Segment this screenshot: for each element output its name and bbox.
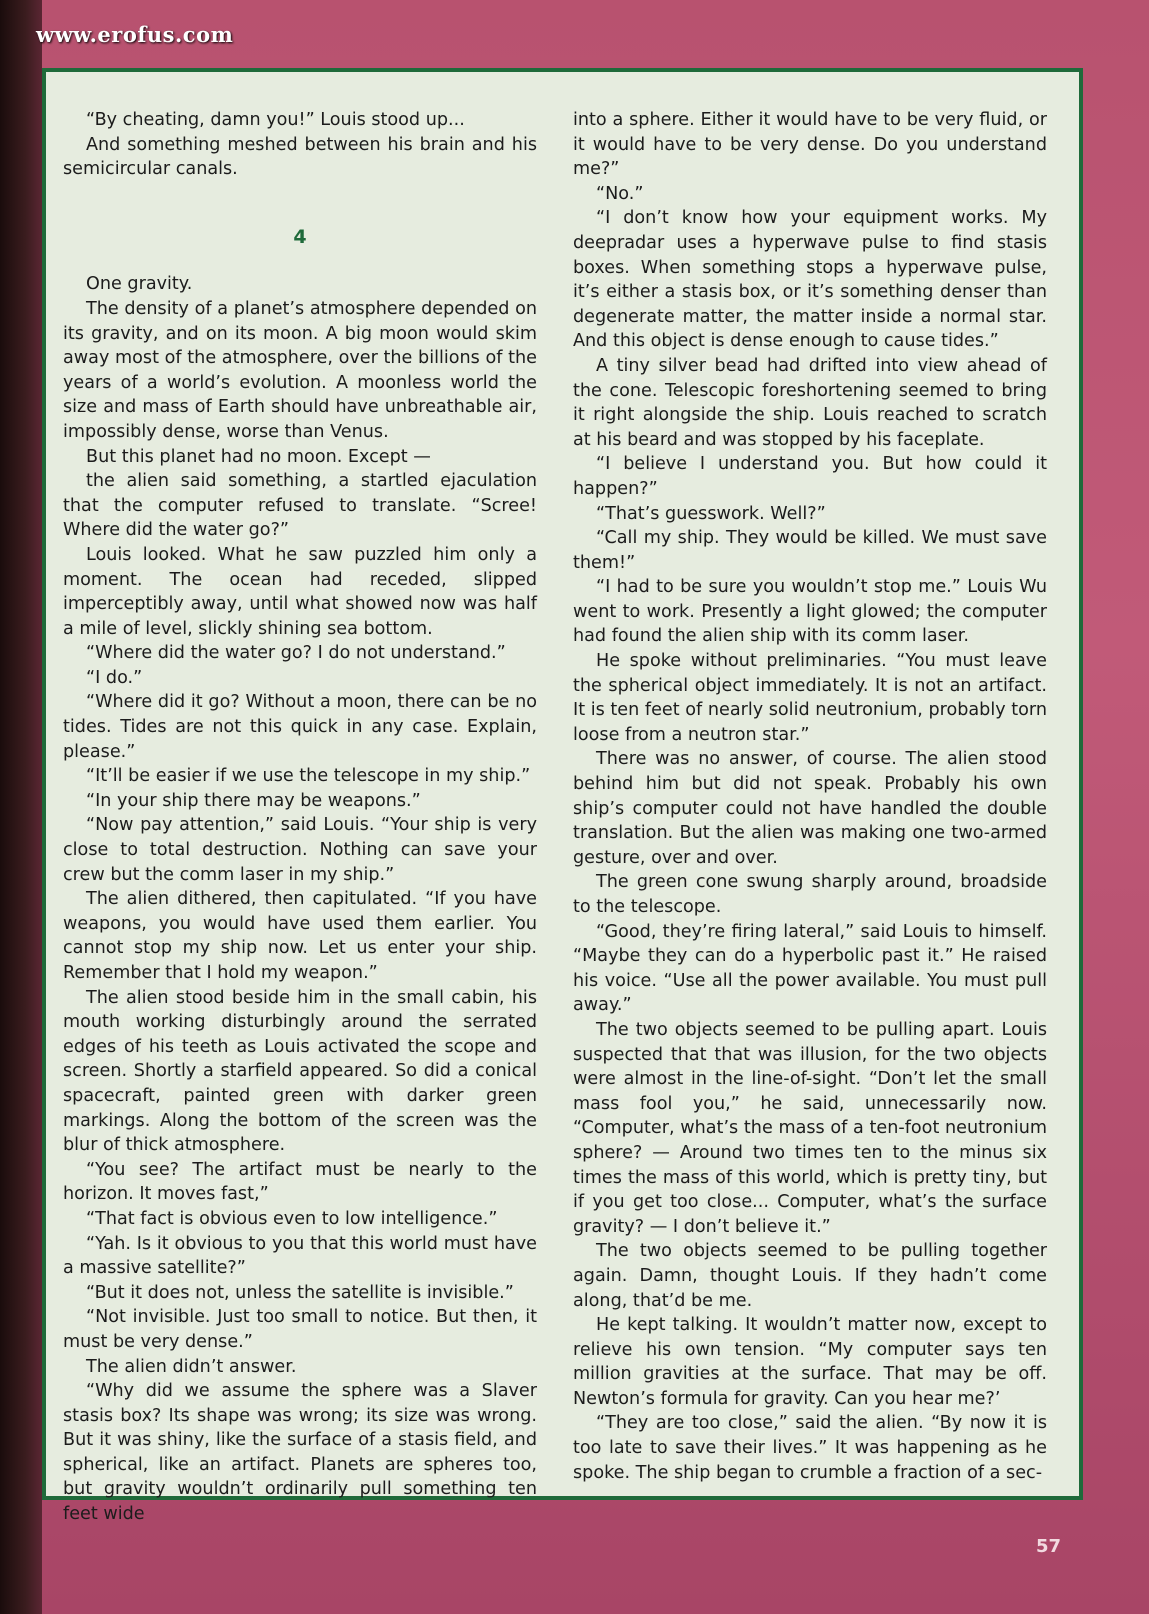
- paragraph: Louis looked. What he saw puzzled him only a moment. The ocean had receded, slipped imperceptibly away, until what showed now was half a mile of level, slickly shining sea bottom.: [63, 544, 537, 639]
- paragraph: One gravity.: [86, 274, 193, 295]
- paragraph: There was no answer, of course. The alien stood behind him but did not speak. Probably his own ship’s computer could not have handled the double translation. But the alien was making one two-armed gesture, over and over.: [573, 749, 1047, 868]
- paragraph: “Yah. Is it obvious to you that this world must have a massive satellite?”: [63, 1233, 537, 1279]
- paragraph: “I do.”: [86, 667, 143, 688]
- paragraph: He spoke without preliminaries. “You must leave the spherical object immediately. It is not an artifact. It is ten feet of nearly solid neutronium, probably torn loose from a neutron star.”: [573, 651, 1047, 745]
- paragraph: “Not invisible. Just too small to notice. But then, it must be very dense.”: [63, 1307, 537, 1352]
- paragraph: But this planet had no moon. Except —: [86, 446, 431, 467]
- paragraph: The alien didn’t answer.: [86, 1356, 297, 1377]
- paragraph: “I believe I understand you. But how could it happen?”: [573, 454, 1047, 499]
- page-number: 57: [1036, 1536, 1062, 1557]
- paragraph: “That’s guesswork. Well?”: [596, 503, 826, 524]
- paragraph: “In your ship there may be weapons.”: [86, 790, 421, 811]
- paragraph: “Where did it go? Without a moon, there can be no tides. Tides are not this quick in any case. Explain, please.”: [63, 692, 537, 762]
- paragraph: The alien dithered, then capitulated. “If you have weapons, you would have used them earlier. You cannot stop my ship now. Let us enter your ship. Remember that I hold my weapon.”: [63, 889, 537, 983]
- paragraph: The density of a planet’s atmosphere depended on its gravity, and on its moon. A big moon would skim away most of the atmosphere, over the billions of the years of a world’s evolution. A moonless world the size and mass of Earth should have unbreathable air, impossibly dense, worse than Venus.: [63, 298, 537, 442]
- paragraph: “I don’t know how your equipment works. My deepradar uses a hyperwave pulse to find stasis boxes. When something stops a hyperwave pulse, it’s either a stasis box, or it’s something denser than degenerate matter, the matter inside a normal star. And this object is dense enough to cause tides.”: [573, 208, 1047, 352]
- dark-left-edge: [0, 0, 42, 1614]
- paragraph: A tiny silver bead had drifted into view ahead of the cone. Telescopic foreshortening seemed to bring it right alongside the ship. Louis reached to scratch at his beard and was stopped by his faceplate.: [573, 355, 1047, 450]
- left-column-pre-chapter: [63, 108, 537, 182]
- paragraph: “Why did we assume the sphere was a Slaver stasis box? Its shape was wrong; its size was wrong. But it was shiny, like the surface of a stasis field, and spherical, like an artifact. Planets are spheres too, but gravity wouldn’t ordinarily pull something ten feet wide: [63, 1381, 537, 1525]
- spacer: [63, 182, 537, 202]
- paragraph: “Good, they’re firing lateral,” said Louis to himself. “Maybe they can do a hyperbolic past it.” He raised his voice. “Use all the power available. You must pull away.”: [573, 921, 1047, 1016]
- paragraph: the alien said something, a startled ejaculation that the computer refused to translate. “Scree! Where did the water go?”: [63, 471, 537, 541]
- paragraph: “That fact is obvious even to low intelligence.”: [86, 1208, 498, 1229]
- book-page: [42, 68, 1083, 1525]
- watermark: www.erofus.com: [36, 22, 234, 47]
- left-column-body: [63, 272, 537, 1526]
- paragraph: “But it does not, unless the satellite is invisible.”: [86, 1282, 514, 1303]
- paragraph: The two objects seemed to be pulling apart. Louis suspected that that was illusion, for the two objects were almost in the line-of-sight. “Don’t let the small mass fool you,” he said, unnecessarily now. “Computer, what’s the mass of a ten-foot neutronium sphere? — Around two times ten to the minus six times the mass of this world, which is pretty tiny, but if you get too close... Computer, what’s the surface gravity? — I don’t believe it.”: [573, 1019, 1047, 1237]
- paragraph: The green cone swung sharply around, broadside to the telescope.: [573, 872, 1047, 917]
- paragraph: “By cheating, damn you!” Louis stood up...: [86, 110, 465, 130]
- left-column: [63, 108, 537, 1527]
- paragraph: The alien stood beside him in the small cabin, his mouth working disturbingly around the serrated edges of his teeth as Louis activated the scope and screen. Shortly a starfield appeared. So did a conical spacecraft, painted green with darker green markings. Along the bottom of the screen was the blur of thick atmosphere.: [63, 987, 537, 1156]
- paragraph: And something meshed between his brain and his semicircular canals.: [63, 134, 537, 180]
- right-column: [573, 108, 1047, 1485]
- paragraph: “No.”: [596, 183, 644, 204]
- paragraph: “Where did the water go? I do not understand.”: [86, 643, 506, 664]
- paragraph: “You see? The artifact must be nearly to the horizon. It moves fast,”: [63, 1159, 537, 1205]
- paragraph: The two objects seemed to be pulling together again. Damn, thought Louis. If they hadn’t come along, that’d be me.: [573, 1241, 1047, 1311]
- right-column-body: [573, 108, 1047, 1485]
- paragraph: into a sphere. Either it would have to be very fluid, or it would have to be very dense. Do you understand me?”: [573, 110, 1047, 180]
- paragraph: “I had to be sure you wouldn’t stop me.” Louis Wu went to work. Presently a light glowed; the computer had found the alien ship with its comm laser.: [573, 577, 1047, 647]
- paragraph: “It’ll be easier if we use the telescope in my ship.”: [86, 766, 531, 787]
- paragraph: He kept talking. It wouldn’t matter now, except to relieve his own tension. “My computer says ten million gravities at the surface. That may be off. Newton’s formula for gravity. Can you hear me?’: [573, 1315, 1047, 1409]
- chapter-number: 4: [293, 225, 307, 248]
- paragraph: “Now pay attention,” said Louis. “Your ship is very close to total destruction. Nothing can save your crew but the comm laser in my ship.”: [63, 815, 537, 885]
- paragraph: “Call my ship. They would be killed. We must save them!”: [573, 528, 1047, 573]
- paragraph: “They are too close,” said the alien. “By now it is too late to save their lives.” It was happening as he spoke. The ship began to crumble a fraction of a sec-: [573, 1413, 1047, 1483]
